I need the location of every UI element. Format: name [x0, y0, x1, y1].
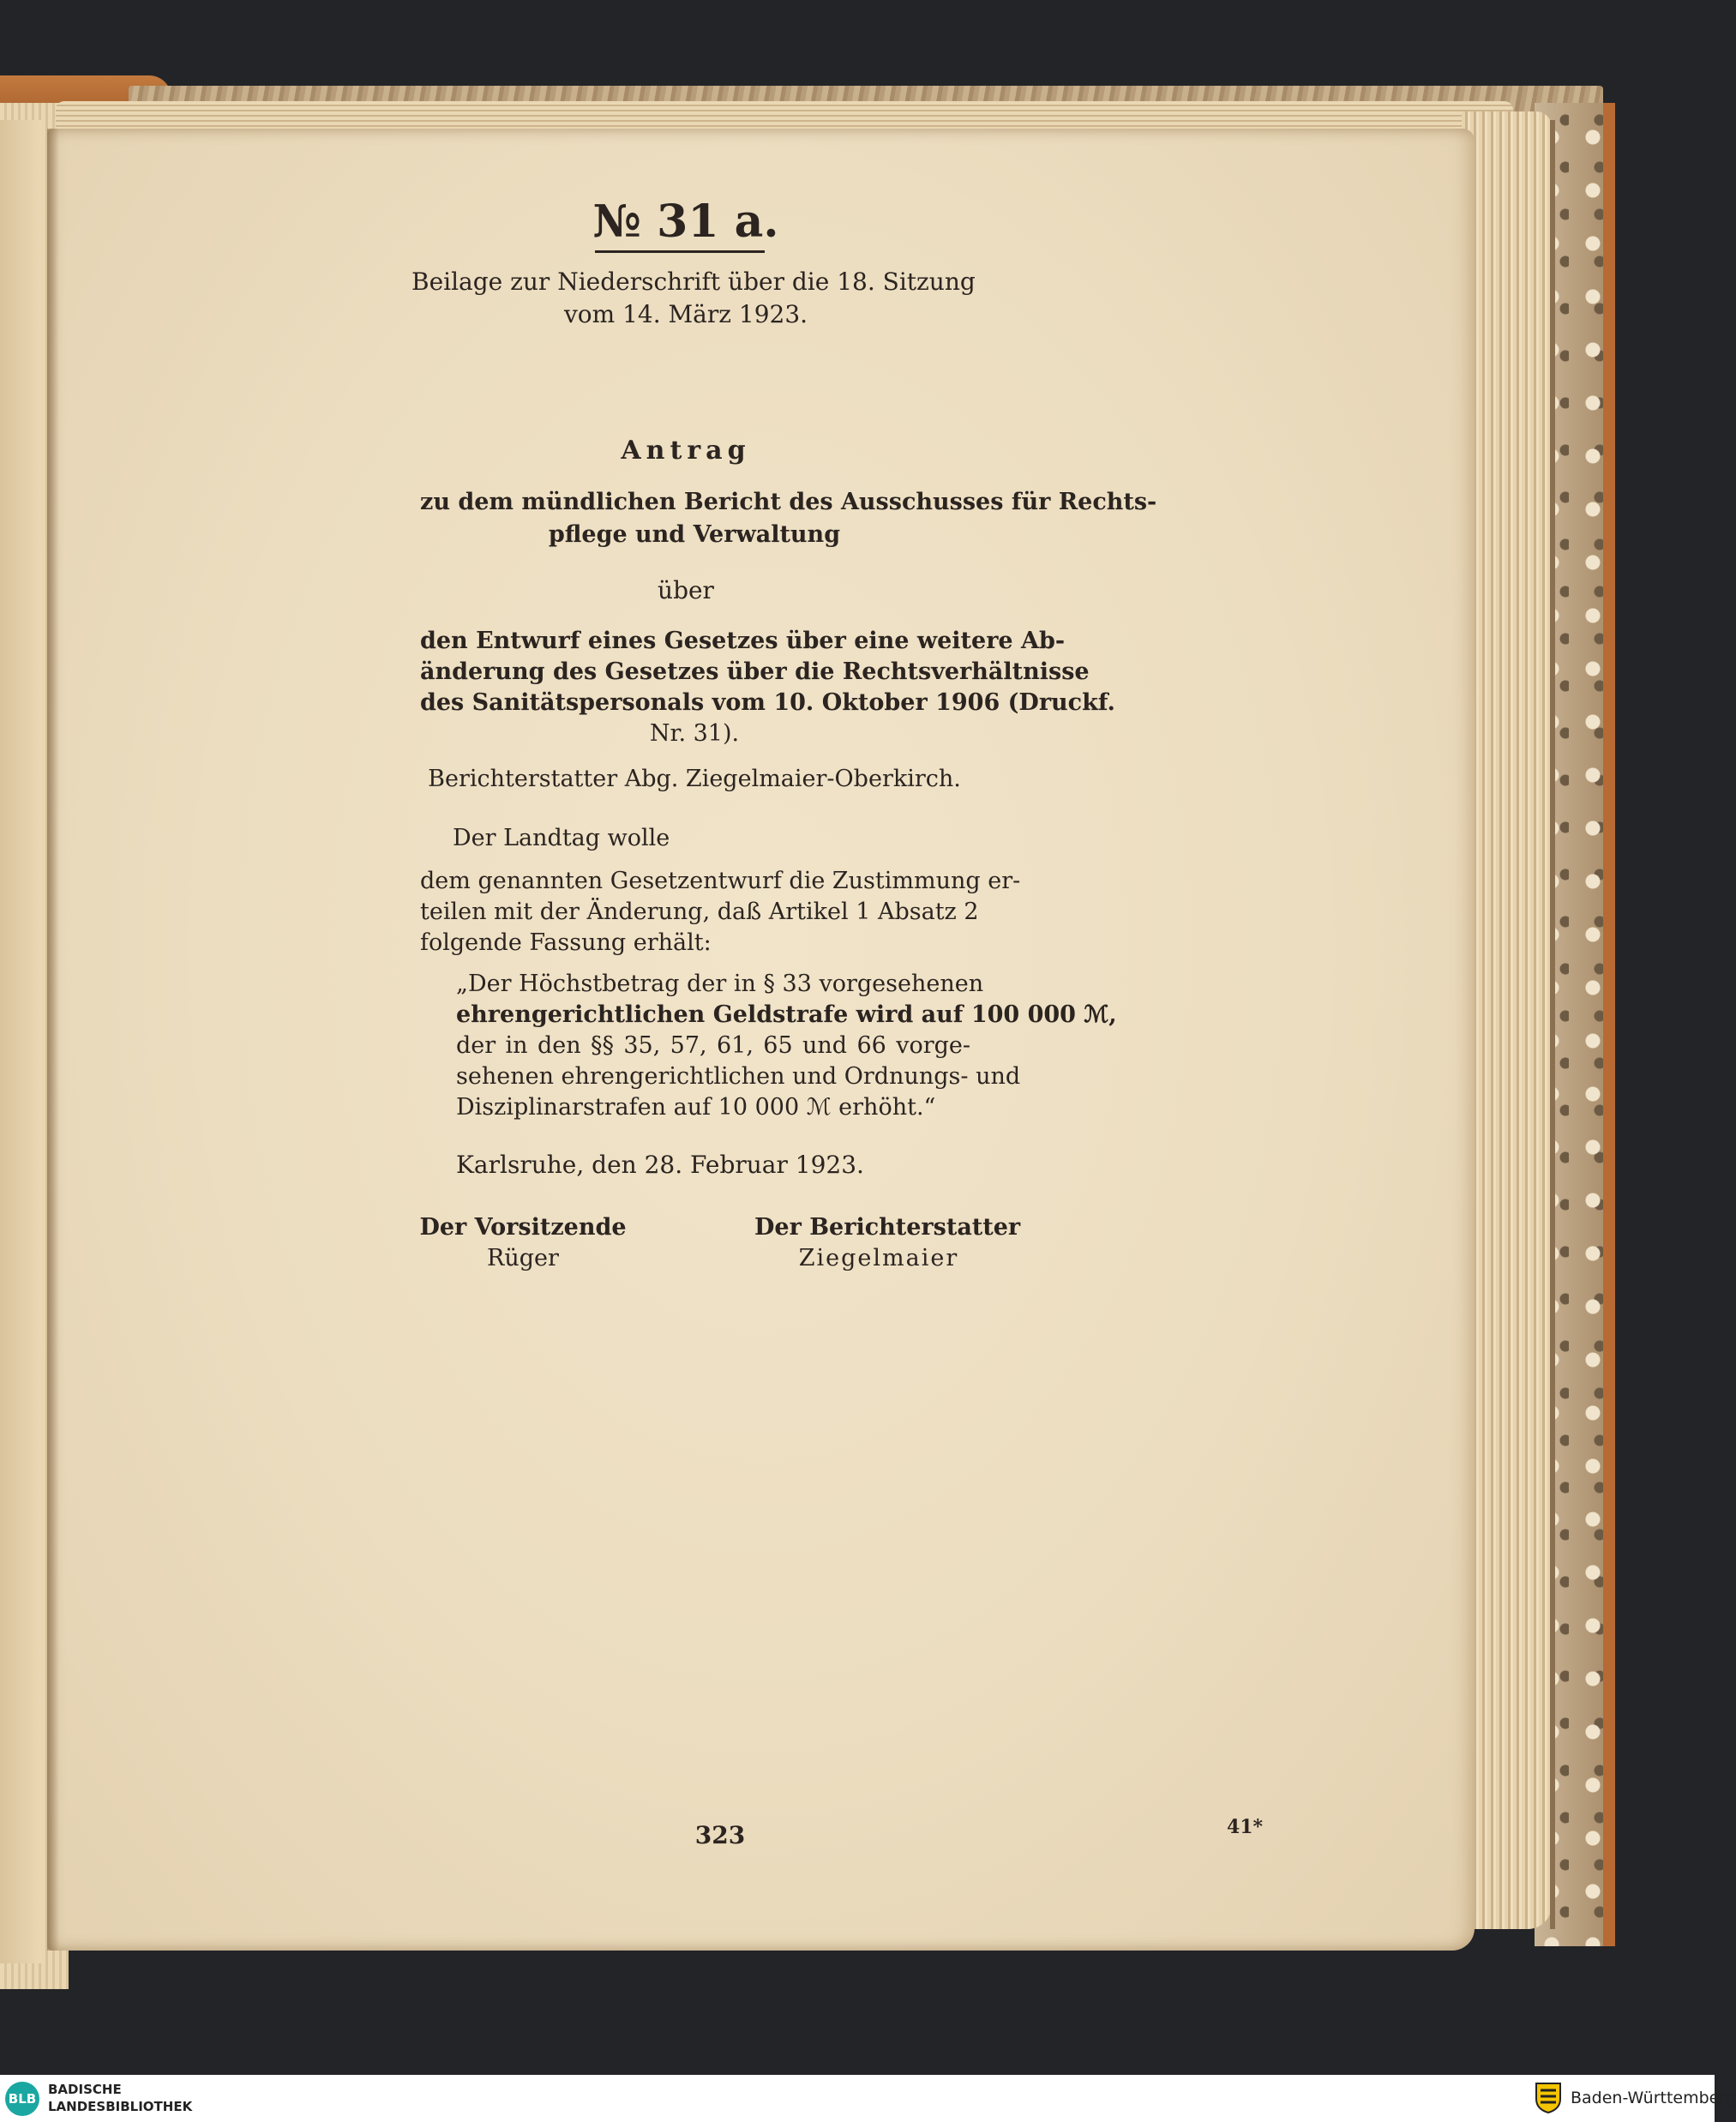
quote-line-5: Disziplinarstrafen auf 10 000 ℳ erhöht.“	[456, 1094, 936, 1121]
draft-line-4: Nr. 31).	[649, 720, 740, 747]
facing-page-strip	[0, 120, 41, 1963]
state-name[interactable]: Baden-Württemberg	[1571, 2089, 1736, 2107]
sheet-signature-mark: 41*	[1226, 1816, 1264, 1838]
subject-line-1: zu dem mündlichen Bericht des Ausschusses für Rechts-	[420, 489, 1157, 515]
number-underline	[595, 250, 765, 253]
library-name-line-1: BADISCHE	[48, 2082, 122, 2097]
quote-line-1: „Der Höchstbetrag der in § 33 vorgesehenen	[456, 971, 984, 997]
signature-left-title: Der Vorsitzende	[419, 1214, 627, 1241]
right-page-edge-line	[1550, 120, 1555, 1929]
rapporteur-line: Berichterstatter Abg. Ziegelmaier-Oberkirch.	[428, 766, 961, 792]
motion-intro: Der Landtag wolle	[453, 825, 670, 851]
draft-line-3: des Sanitätspersonals vom 10. Oktober 1906 (Druckf.	[420, 689, 1115, 716]
right-page-edges	[1462, 111, 1552, 1929]
quote-line-3: der in den §§ 35, 57, 61, 65 und 66 vorge-	[456, 1032, 970, 1059]
blb-logo-icon[interactable]: BLB	[5, 2082, 39, 2116]
document-number: № 31 a.	[592, 195, 779, 248]
connector-ueber: über	[658, 576, 714, 604]
quote-line-4: sehenen ehrengerichtlichen und Ordnungs- und	[456, 1063, 1021, 1090]
supplement-line-2: vom 14. März 1923.	[563, 300, 808, 328]
subject-line-2: pflege und Verwaltung	[548, 521, 841, 548]
signature-left-name: Rüger	[487, 1245, 559, 1271]
page-crease	[47, 129, 59, 1951]
signature-right-name: Ziegelmaier	[798, 1245, 959, 1271]
draft-line-2: änderung des Gesetzes über die Rechtsverhältnisse	[420, 658, 1090, 685]
library-name-line-2: LANDESBIBLIOTHEK	[48, 2099, 193, 2114]
heading-antrag: Antrag	[621, 436, 751, 466]
motion-line-2: teilen mit der Änderung, daß Artikel 1 Absatz 2	[420, 899, 979, 925]
cover-spine-edge	[1603, 103, 1615, 1946]
footer-bar	[0, 2075, 1715, 2122]
page-number: 323	[694, 1821, 746, 1849]
place-date: Karlsruhe, den 28. Februar 1923.	[456, 1151, 864, 1179]
motion-line-1: dem genannten Gesetzentwurf die Zustimmung er-	[420, 868, 1021, 894]
motion-line-3: folgende Fassung erhält:	[420, 929, 712, 956]
signature-right-title: Der Berichterstatter	[754, 1214, 1021, 1241]
draft-line-1: den Entwurf eines Gesetzes über eine weitere Ab-	[420, 628, 1066, 654]
supplement-line-1: Beilage zur Niederschrift über die 18. Sitzung	[411, 268, 976, 296]
quote-line-2: ehrengerichtlichen Geldstrafe wird auf 100 000 ℳ,	[456, 1001, 1117, 1028]
baden-wuerttemberg-crest-icon	[1535, 2082, 1562, 2114]
